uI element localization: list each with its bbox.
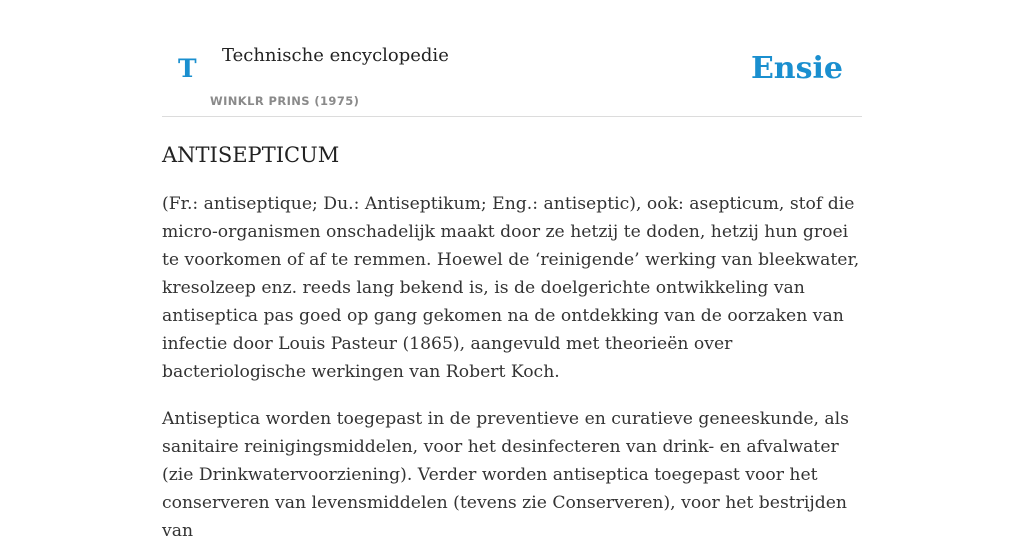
article-title: ANTISEPTICUM — [162, 143, 340, 167]
article-content — [162, 138, 862, 545]
encyclopedia-subtitle: WINKLR PRINS (1975) — [210, 94, 360, 108]
article-paragraph: Antiseptica worden toegepast in de preventieve en curatieve geneeskunde, als sanitaire reinigingsmiddelen, voor het desinfecteren van drink- en afvalwater (zie Drinkwatervoorziening). Verder worden antiseptica toegepast voor het conserveren van levensmiddelen (tevens zie Conserveren), voor het bestrijden van — [162, 409, 849, 541]
site-header — [162, 0, 862, 117]
ensie-brand-logo[interactable]: Ensie — [750, 51, 843, 86]
encyclopedia-title[interactable]: Technische encyclopedie — [222, 45, 449, 66]
article-paragraph: (Fr.: antiseptique; Du.: Antiseptikum; Eng.: antiseptic), ook: asepticum, stof die micro-organismen onschadelijk maakt door ze hetzij te doden, hetzij hun groei te voorkomen of af te remmen. Hoewel de ‘reinigende’ werking van bleekwater, kresolzeep enz. reeds lang bekend is, is de doelgerichte ontwikkeling van antiseptica pas goed op gang gekomen na de ontdekking van de oorzaken van infectie door Louis Pasteur (1865), aangevuld met theorieën over bacteriologische werkingen van Robert Koch. — [162, 194, 860, 382]
encyclopedia-logo[interactable]: T — [178, 54, 197, 83]
